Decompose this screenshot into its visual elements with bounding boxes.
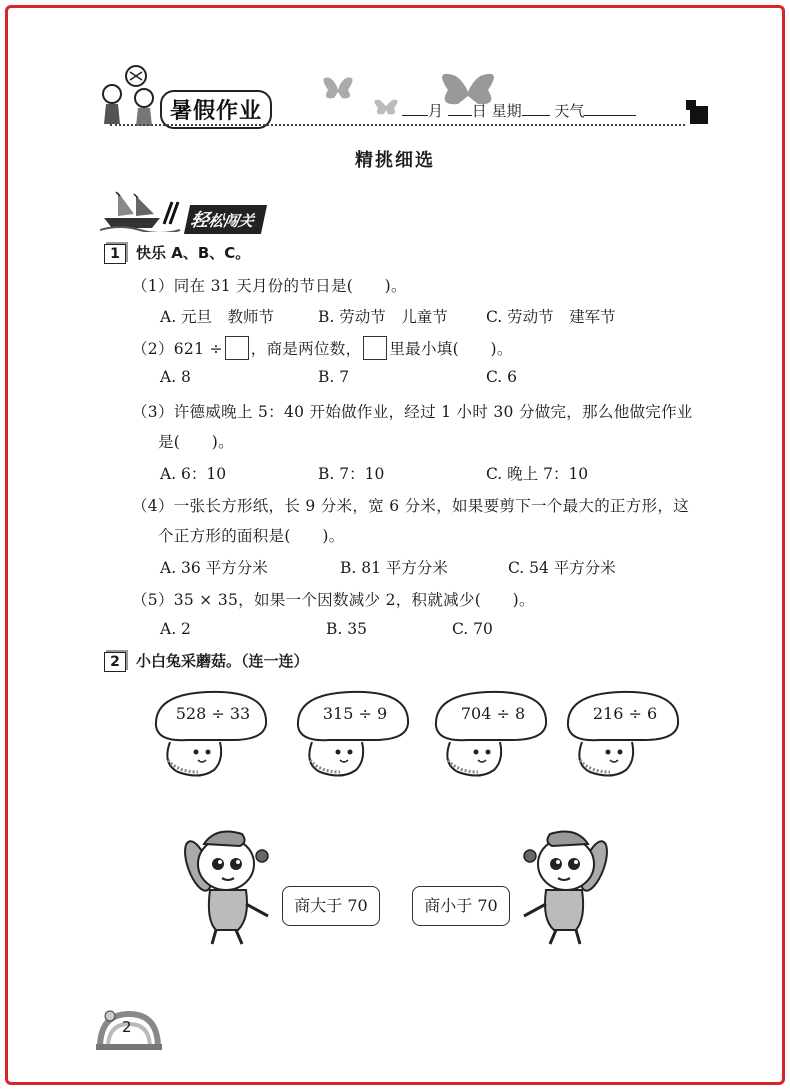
corner-block-icon bbox=[686, 100, 708, 124]
q1-3-option-a[interactable]: A. 6：10 bbox=[160, 465, 227, 483]
q1-heading bbox=[104, 242, 250, 264]
mushroom-label[interactable]: 704 ÷ 8 bbox=[460, 704, 526, 723]
answer-box[interactable] bbox=[225, 336, 249, 360]
section-tag-small: 松闯关 bbox=[206, 212, 256, 230]
q1-5-option-c[interactable]: C. 70 bbox=[452, 620, 493, 638]
q1-2-middle: ，商是两位数， bbox=[250, 340, 362, 358]
rabbit-icon bbox=[516, 820, 616, 950]
q1-4-option-a[interactable]: A. 36 平方分米 bbox=[160, 559, 268, 577]
q1-1-option-c[interactable]: C. 劳动节 建军节 bbox=[486, 308, 616, 326]
q1-4-text-line2: 个正方形的面积是( )。 bbox=[158, 527, 345, 545]
q1-3-text-line1: （3）许德威晚上 5：40 开始做作业，经过 1 小时 30 分做完，那么他做完作业 bbox=[132, 403, 693, 421]
q1-2-suffix: 里最小填( )。 bbox=[389, 340, 513, 358]
q1-2-option-a[interactable]: A. 8 bbox=[160, 368, 191, 386]
month-blank[interactable] bbox=[402, 101, 428, 116]
mushroom-label[interactable]: 216 ÷ 6 bbox=[592, 704, 658, 723]
q1-number: 1 bbox=[104, 244, 126, 264]
mushroom-label[interactable]: 315 ÷ 9 bbox=[322, 704, 388, 723]
mushroom-label[interactable]: 528 ÷ 33 bbox=[175, 704, 251, 723]
week-label: 星期 bbox=[491, 102, 522, 120]
weather-label: 天气 bbox=[554, 102, 585, 120]
q1-1-text: （1）同在 31 天月份的节日是( )。 bbox=[132, 277, 407, 295]
q1-2-option-c[interactable]: C. 6 bbox=[486, 368, 518, 386]
date-fields bbox=[402, 100, 636, 121]
q1-2-text bbox=[132, 336, 513, 360]
answer-greater-than-70[interactable]: 商大于 70 bbox=[282, 886, 380, 926]
page-title: 精挑细选 bbox=[355, 150, 435, 171]
q1-1-option-b[interactable]: B. 劳动节 儿童节 bbox=[318, 308, 448, 326]
day-blank[interactable] bbox=[448, 101, 472, 116]
mushroom-icon bbox=[148, 686, 278, 786]
mushroom-icon bbox=[560, 686, 690, 786]
answer-box[interactable] bbox=[363, 336, 387, 360]
week-blank[interactable] bbox=[522, 101, 550, 116]
q1-3-option-c[interactable]: C. 晚上 7：10 bbox=[486, 465, 589, 483]
header-divider bbox=[110, 124, 685, 126]
q2-heading bbox=[104, 650, 309, 672]
q1-1-option-a[interactable]: A. 元旦 教师节 bbox=[160, 308, 275, 326]
q2-title: 小白兔采蘑菇。（连一连） bbox=[136, 652, 309, 670]
q1-2-prefix: （2）621 ÷ bbox=[132, 340, 223, 358]
q1-title: 快乐 A、B、C。 bbox=[136, 244, 251, 262]
q1-2-option-b[interactable]: B. 7 bbox=[318, 368, 350, 386]
day-label: 日 bbox=[471, 102, 487, 120]
month-label: 月 bbox=[428, 102, 444, 120]
q2-number: 2 bbox=[104, 652, 126, 672]
q1-3-text-line2: 是( )。 bbox=[158, 433, 234, 451]
rabbit-icon bbox=[176, 820, 276, 950]
weather-blank[interactable] bbox=[584, 101, 636, 116]
q1-4-option-c[interactable]: C. 54 平方分米 bbox=[508, 559, 616, 577]
q1-5-option-b[interactable]: B. 35 bbox=[326, 620, 367, 638]
q1-5-option-a[interactable]: A. 2 bbox=[160, 620, 191, 638]
mushroom-icon bbox=[290, 686, 420, 786]
page-number: 2 bbox=[122, 1018, 132, 1036]
answer-less-than-70[interactable]: 商小于 70 bbox=[412, 886, 510, 926]
section-tag-big: 轻 bbox=[188, 210, 212, 231]
section-tag bbox=[184, 205, 267, 234]
q1-3-option-b[interactable]: B. 7：10 bbox=[318, 465, 385, 483]
q1-4-text-line1: （4）一张长方形纸，长 9 分米，宽 6 分米，如果要剪下一个最大的正方形，这 bbox=[132, 497, 689, 515]
mushroom-icon bbox=[428, 686, 558, 786]
q1-4-option-b[interactable]: B. 81 平方分米 bbox=[340, 559, 448, 577]
logo-text: 暑假作业 bbox=[160, 90, 272, 129]
q1-5-text: （5）35 × 35，如果一个因数减少 2，积就减少( )。 bbox=[132, 591, 535, 609]
